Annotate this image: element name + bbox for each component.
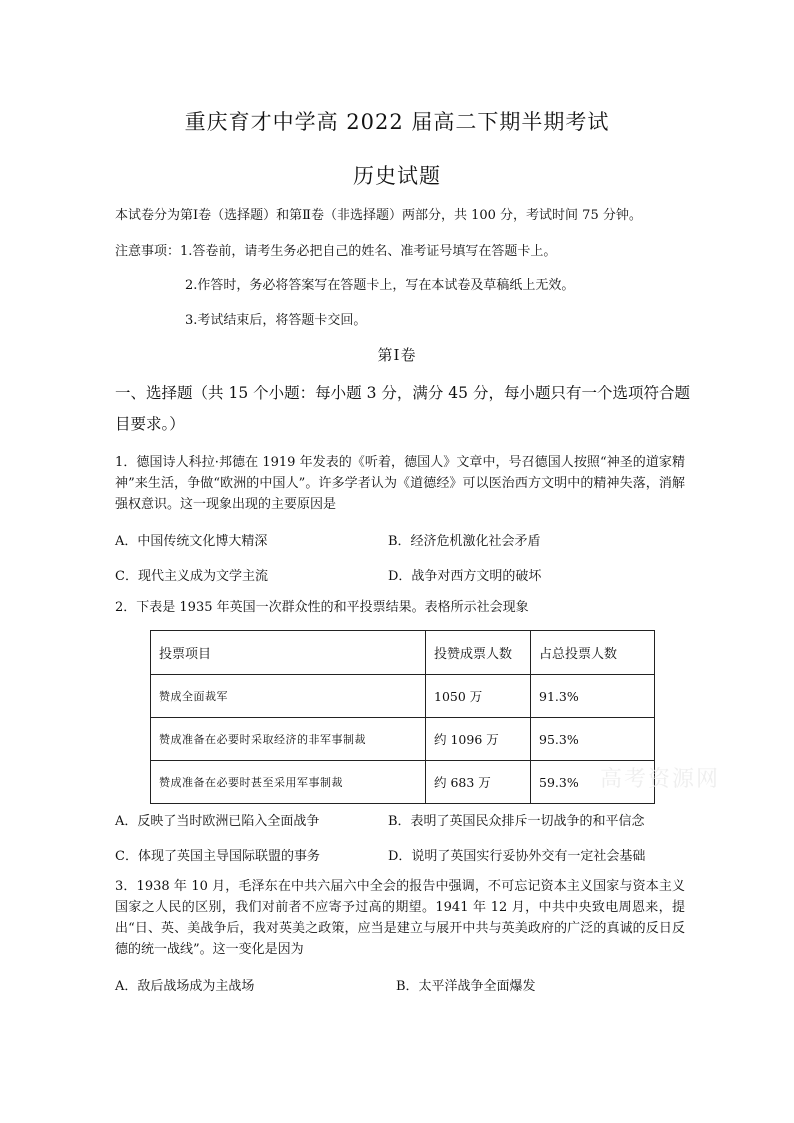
table-header-cell: 占总投票人数: [531, 631, 655, 675]
table-header-cell: 投赞成票人数: [426, 631, 531, 675]
q3-option-b: B．太平洋战争全面爆发: [396, 979, 536, 994]
note-1: 注意事项：1.答卷前，请考生务必把自己的姓名、准考证号填写在答题卡上。: [115, 244, 557, 259]
table-row: [151, 718, 655, 761]
question-2-stem: 2．下表是 1935 年英国一次群众性的和平投票结果。表格所示社会现象: [115, 600, 529, 615]
note-3: 3.考试结束后，将答题卡交回。: [185, 313, 367, 328]
watermark: 高考资源网: [600, 767, 721, 792]
vote-results-table: [150, 630, 655, 804]
q1-option-d: D．战争对西方文明的破坏: [388, 569, 542, 584]
table-cell: 赞成准备在必要时采取经济的非军事制裁: [151, 718, 426, 761]
table-cell: 1050 万: [426, 675, 531, 718]
table-header-row: [151, 631, 655, 675]
table-cell: 约 683 万: [426, 761, 531, 804]
q2-option-d: D．说明了英国实行妥协外交有一定社会基础: [388, 849, 646, 864]
question-3-stem: 3．1938 年 10 月，毛泽东在中共六届六中全会的报告中强调，不可忘记资本主义国家与资本主义国家之人民的区别，我们对前者不应寄予过高的期望。1941 年 12 月，中共中央致电周恩来，提出“日、英、美战争后，我对英美之政策，应当是建立与展开中共与英美政府的广泛的真诚的反日反德的统一战线”。这一变化是因为: [115, 879, 685, 957]
table-cell: 95.3%: [531, 718, 655, 761]
table-row: [151, 675, 655, 718]
table-row: [151, 761, 655, 804]
table-cell: 约 1096 万: [426, 718, 531, 761]
table-cell: 赞成全面裁军: [151, 675, 426, 718]
table-cell: 59.3%: [531, 761, 655, 804]
table-header-cell: 投票项目: [151, 631, 426, 675]
q1-option-a: A．中国传统文化博大精深: [115, 534, 268, 549]
q2-option-a: A．反映了当时欧洲已陷入全面战争: [115, 814, 320, 829]
table-cell: 赞成准备在必要时甚至采用军事制裁: [151, 761, 426, 804]
exam-intro: 本试卷分为第Ⅰ卷（选择题）和第Ⅱ卷（非选择题）两部分，共 100 分，考试时间 75 分钟。: [115, 208, 642, 223]
subject-title: 历史试题: [353, 164, 441, 188]
q1-option-b: B．经济危机激化社会矛盾: [388, 534, 541, 549]
table-cell: 91.3%: [531, 675, 655, 718]
q1-option-c: C．现代主义成为文学主流: [115, 569, 268, 584]
note-2: 2.作答时，务必将答案写在答题卡上，写在本试卷及草稿纸上无效。: [185, 278, 575, 293]
question-1-stem: 1．德国诗人科拉·邦德在 1919 年发表的《听着，德国人》文章中，号召德国人按照“神圣的道家精神”来生活，争做“欧洲的中国人”。许多学者认为《道德经》可以医治西方文明中的精神失落，消解强权意识。这一现象出现的主要原因是: [115, 455, 685, 512]
q3-option-a: A．敌后战场成为主战场: [115, 979, 255, 994]
exam-title: 重庆育才中学高 2022 届高二下期半期考试: [184, 110, 610, 134]
part-heading: 一、选择题（共 15 个小题：每小题 3 分，满分 45 分，每小题只有一个选项符合题目要求。）: [115, 384, 690, 433]
q2-option-b: B．表明了英国民众排斥一切战争的和平信念: [388, 814, 645, 829]
q2-option-c: C．体现了英国主导国际联盟的事务: [115, 849, 320, 864]
section-title: 第Ⅰ卷: [377, 346, 417, 364]
